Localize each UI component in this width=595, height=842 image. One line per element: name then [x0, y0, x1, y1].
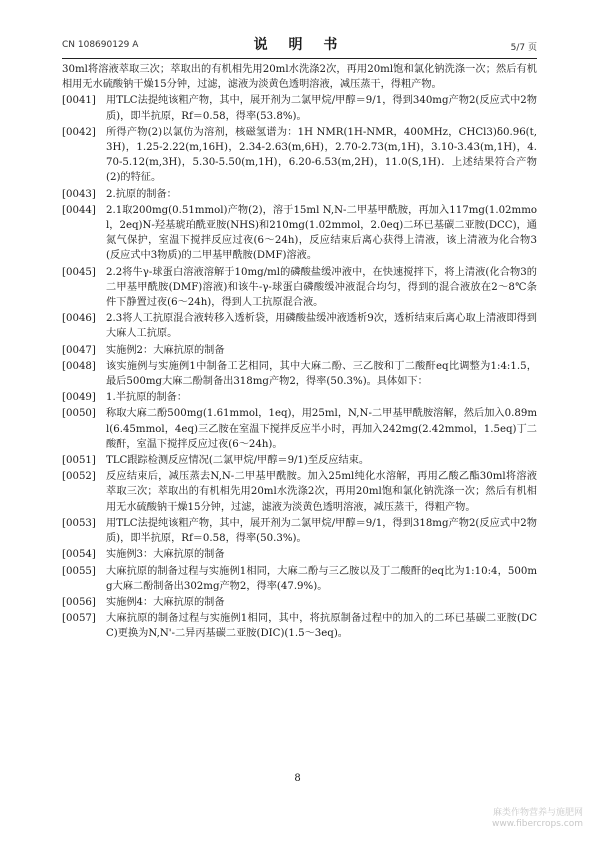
paragraph-text: 所得产物(2)以氯仿为溶剂，核磁氢谱为：1H NMR(1H-NMR，400MHz，CHCl3)δ0.96(t,3H)，1.25-2.22(m,16H)，2.34-2.63(m,6H)，2.70-2.73(m,1H)，3.10-3.43(m,1H)，4.70-5.12(m,3H)，5.30-5.50(m,1H)，6.20-6.53(m,2H)，11.0(S,1H)．上述结果符合产物(2)的特征。 [106, 126, 537, 184]
paragraph-text: 实施例2：大麻抗原的制备 [106, 344, 225, 356]
paragraph [62, 516, 537, 547]
paragraph [62, 359, 537, 390]
paragraph-text: 反应结束后，减压蒸去N,N-二甲基甲酰胺。加入25ml纯化水溶解，再用乙酸乙酯30ml将溶液萃取三次；萃取出的有机相先用20ml水洗涤2次，再用20ml饱和氯化钠洗涤一次；然后有机相用无水硫酸钠干燥15分钟，过滤，滤液为淡黄色透明溶液，减压蒸干，得粗产物。 [106, 471, 537, 513]
paragraph-number: [0057] [62, 613, 96, 625]
paragraph [62, 406, 537, 453]
paragraph [62, 343, 537, 359]
document-title: 说 明 书 [253, 37, 346, 53]
paragraph-number: [0049] [62, 392, 96, 404]
paragraph-text: 1.半抗原的制备： [106, 392, 188, 404]
page-indicator: 5/7 页 [510, 43, 537, 53]
paragraph-number: [0051] [62, 455, 96, 467]
paragraph [62, 187, 537, 203]
paragraph [62, 469, 537, 516]
paragraph [62, 203, 537, 265]
paragraph [62, 547, 537, 563]
paragraph [62, 453, 537, 469]
paragraph-text: 称取大麻二酚500mg(1.61mmol，1eq)，用25ml，N,N-二甲基甲酰胺溶解，然后加入0.89ml(6.45mmol，4eq)三乙胺在室温下搅拌反应半小时，再加入242mg(2.42mmol，1.5eq)丁二酸酐，室温下搅拌反应过夜(6～24h)。 [106, 408, 537, 450]
paragraph [62, 595, 537, 611]
paragraph-text: 大麻抗原的制备过程与实施例1相同，其中，将抗原制备过程中的加入的二环已基碳二亚胺(DCC)更换为N,N'-二异丙基碳二亚胺(DIC)(1.5～3eq)。 [106, 613, 537, 640]
paragraph-number: [0053] [62, 517, 96, 529]
watermark [492, 808, 583, 830]
document-number: CN 108690129 A [62, 40, 139, 50]
paragraph-number: [0044] [62, 204, 96, 216]
paragraph-number: [0048] [62, 360, 96, 372]
paragraph-number: [0056] [62, 596, 96, 608]
page-number: 8 [294, 773, 301, 784]
paragraph [62, 564, 537, 595]
paragraph-number: [0046] [62, 313, 96, 325]
paragraph-text: 2.1取200mg(0.51mmol)产物(2)，溶于15ml N,N-二甲基甲酰胺，再加入117mg(1.02mmol，2eq)N-羟基琥珀酰亚胺(NHS)和210mg(1.02mmol，2.0eq)二环已基碳二亚胺(DCC)，通氮气保护，室温下搅拌反应过夜(6～24h)，反应结束后离心获得上清液，该上清液为化合物3(反应式中3物质)的二甲基甲酰胺(DMF)溶液。 [106, 204, 537, 262]
paragraph-text: 2.3将人工抗原混合液转移入透析袋，用磷酸盐缓冲液透析9次，透析结束后离心取上清液即得到大麻人工抗原。 [106, 313, 537, 340]
paragraph-text: 2.2将牛γ-球蛋白溶液溶解于10mg/ml的磷酸盐缓冲液中，在快速搅拌下，将上清液(化合物3的二甲基甲酰胺(DMF)溶液)和该牛-γ-球蛋白磷酸缓冲液混合均匀，得到的混合液放在2～8℃条件下静置过夜(6～24h)，得到人工抗原混合液。 [106, 266, 537, 309]
paragraph-text: 用TLC法提纯该粗产物，其中，展开剂为二氯甲烷/甲醇＝9/1，得到340mg产物2(反应式中2物质)，即半抗原，Rf＝0.58，得率(53.8%)。 [106, 95, 537, 122]
paragraph [62, 390, 537, 406]
paragraph [62, 611, 537, 642]
paragraph-text: 该实施例与实施例1中制备工艺相同，其中大麻二酚、三乙胺和丁二酸酐eq比调整为1:4:1.5，最后500mg大麻二酚制备出318mg产物2，得率(50.3%)。具体如下： [106, 360, 537, 388]
paragraph-number: [0052] [62, 471, 96, 483]
paragraph [62, 265, 537, 312]
paragraph-number: [0055] [62, 565, 96, 577]
continuation-text: 30ml将溶液萃取三次；萃取出的有机相先用20ml水洗涤2次，再用20ml饱和氯化钠洗涤一次；然后有机相用无水硫酸钠干燥15分钟，过滤，滤液为淡黄色透明溶液，减压蒸干，得粗产物。 [62, 64, 537, 91]
paragraph-text: TLC跟踪检测反应情况(二氯甲烷/甲醇＝9/1)至反应结束。 [106, 455, 370, 467]
watermark-line-2: www.fibercrops.com [492, 819, 583, 829]
header-divider [62, 58, 537, 59]
paragraph-text: 2.抗原的制备： [106, 188, 177, 200]
paragraph-text: 大麻抗原的制备过程与实施例1相同，大麻二酚与三乙胺以及丁二酸酐的eq比为1:10:4，500mg大麻二酚制备出302mg产物2，得率(47.9%)。 [106, 565, 537, 592]
paragraph-text: 实施例4：大麻抗原的制备 [106, 596, 225, 608]
paragraph-number: [0047] [62, 344, 96, 356]
paragraph-text: 实施例3：大麻抗原的制备 [106, 549, 225, 561]
paragraph-number: [0043] [62, 188, 96, 200]
watermark-line-1: 麻类作物营养与施肥网 [492, 808, 583, 818]
page-header [62, 34, 537, 56]
document-body [62, 62, 537, 643]
paragraph-number: [0045] [62, 266, 96, 278]
paragraph-number: [0041] [62, 95, 96, 107]
paragraph-text: 用TLC法提纯该粗产物，其中，展开剂为二氯甲烷/甲醇＝9/1，得到318mg产物2(反应式中2物质)，即半抗原，Rf＝0.58，得率(50.3%)。 [106, 517, 537, 545]
paragraph [62, 311, 537, 342]
paragraph [62, 93, 537, 124]
paragraph-number: [0050] [62, 408, 96, 420]
paragraph [62, 125, 537, 187]
paragraph-number: [0054] [62, 549, 96, 561]
paragraph-number: [0042] [62, 126, 96, 138]
